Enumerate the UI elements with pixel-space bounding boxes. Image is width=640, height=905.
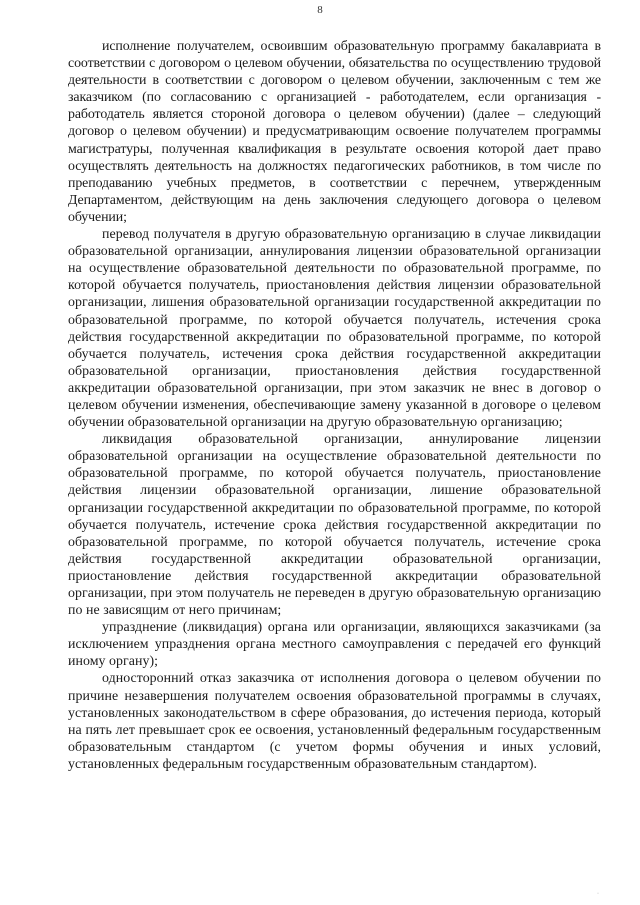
paragraph-student-transfer: перевод получателя в другую образовательную организацию в случае ликвидации образовательной организации, аннулирования лицензии образовательной организации на осуществление образовательной деятельности по образовательной программе, по которой обучается получатель, приостановления действия лицензии образовательной организации, лишения образовательной организации государственной аккредитации по образовательной программе, по которой обучается получатель, истечения срока действия государственной аккредитации по образовательной программе, по которой обучается получатель, истечения срока действия государственной аккредитации образовательной организации, приостановления действия государственной аккредитации образовательной организации, при этом заказчик не внес в договор о целевом обучении изменения, обеспечивающие замену указанной в договоре о целевом обучении образовательной организации на другую образовательную организацию; (68, 227, 601, 431)
paragraph-customer-abolition: упразднение (ликвидация) органа или организации, являющихся заказчиками (за исключением упразднения органа местного самоуправления с передачей его функций иному органу); (68, 620, 601, 670)
scan-mark: · (597, 891, 599, 897)
paragraph-bachelor-obligation: исполнение получателем, освоившим образовательную программу бакалавриата в соответствии с договором о целевом обучении, обязательства по осуществлению трудовой деятельности в соответствии с договором о целевом обучении, заключенным с тем же заказчиком (по согласованию с организацией - работодателем, если организация - работодатель является стороной договора о целевом обучении) (далее – следующий договор о целевом обучении) и предусматривающим освоение получателем программы магистратуры, полученная квалификация в результате освоения которой дает право осуществлять деятельность на должностях педагогических работников, в том числе по преподаванию учебных предметов, в соответствии с перечнем, утвержденным Департаментом, действующим на день заключения следующего договора о целевом обучении; (68, 39, 601, 225)
document-body (68, 38, 601, 773)
paragraph-organization-liquidation: ликвидация образовательной организации, аннулирование лицензии образовательной организации на осуществление образовательной деятельности по образовательной программе, по которой обучается получатель, приостановление действия лицензии образовательной организации, лишение образовательной организации государственной аккредитации по образовательной программе, по которой обучается получатель, истечение срока действия государственной аккредитации по образовательной программе, по которой обучается получатель, истечение срока действия государственной аккредитации образовательной организации, приостановление действия государственной аккредитации образовательной организации, при этом получатель не переведен в другую образовательную организацию по не зависящим от него причинам; (68, 432, 601, 619)
page-number: 8 (317, 4, 323, 16)
paragraph-unilateral-refusal: односторонний отказ заказчика от исполнения договора о целевом обучении по причине незавершения получателем освоения образовательной программы в случаях, установленных законодательством в сфере образования, до истечения периода, который на пять лет превышает срок ее освоения, установленный федеральным государственным образовательным стандартом (с учетом формы обучения и иных условий, установленных федеральным государственным образовательным стандартом). (68, 671, 601, 772)
